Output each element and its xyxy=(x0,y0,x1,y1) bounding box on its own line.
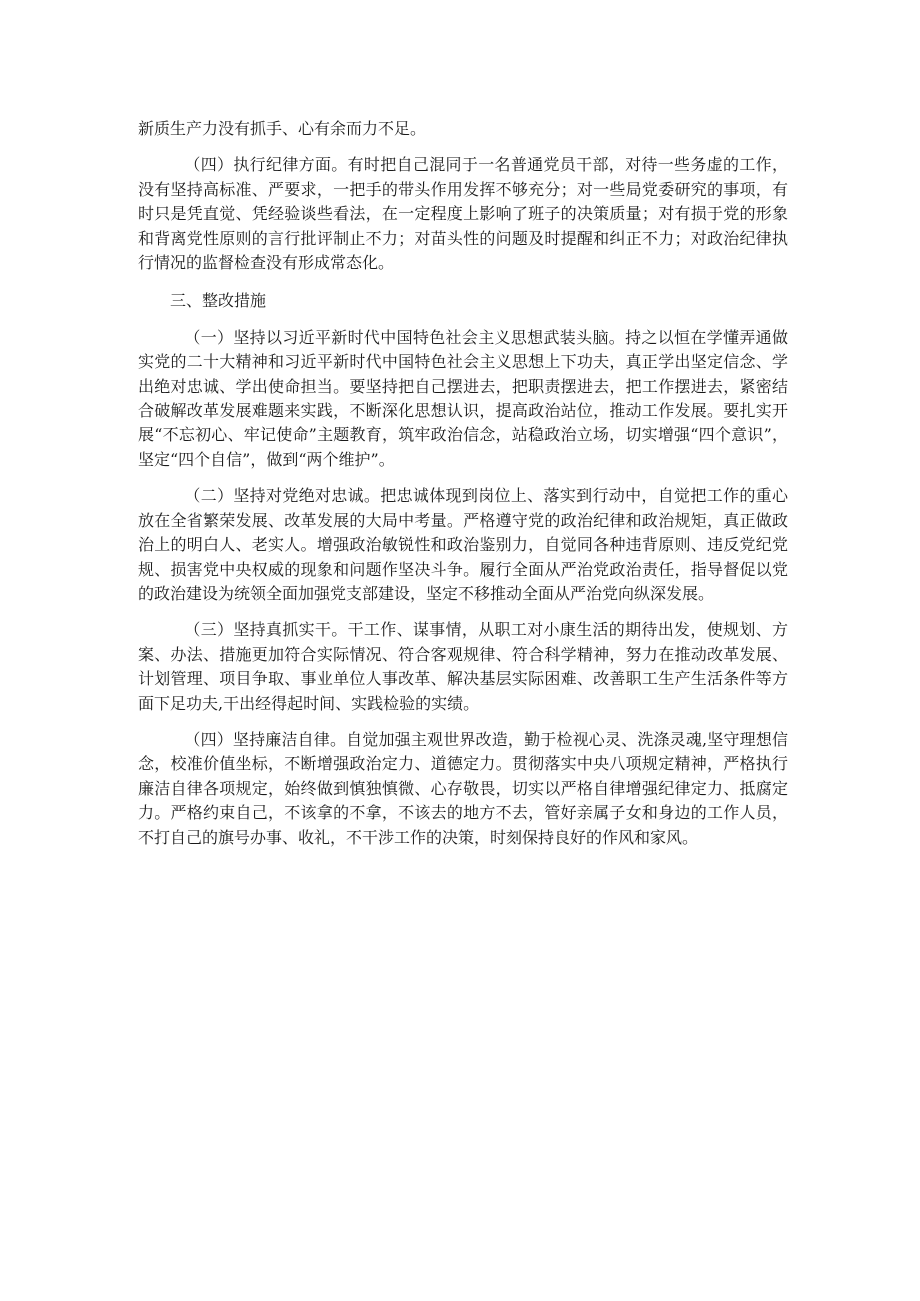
continuation-paragraph: 新质生产力没有抓手、心有余而力不足。 xyxy=(138,119,427,138)
measure-paragraph-4: （四）坚持廉洁自律。自觉加强主观世界改造，勤于检视心灵、洗涤灵魂,坚守理想信念，校准价值坐标，不断增强政治定力、道德定力。贯彻落实中央八项规定精神，严格执行廉洁自律各项规定，始终做到慎独慎微、心存敬畏，切实以严格自律增强纪律定力、抵腐定力。严格约束自己，不该拿的不拿，不该去的地方不去，管好亲属子女和身边的工作人员，不打自己的旗号办事、收礼，不干涉工作的决策，时刻保持良好的作风和家风。 xyxy=(138,729,788,847)
measure-paragraph-2: （二）坚持对党绝对忠诚。把忠诚体现到岗位上、落实到行动中，自觉把工作的重心放在全省繁荣发展、改革发展的大局中考量。严格遵守党的政治纪律和政治规矩，真正做政治上的明白人、老实人。增强政治敏锐性和政治鉴别力，自觉同各种违背原则、违反党纪党规、损害党中央权威的现象和问题作坚决斗争。履行全面从严治党政治责任，指导督促以党的政治建设为统领全面加强党支部建设，坚定不移推动全面从严治党向纵深发展。 xyxy=(138,486,788,603)
measure-paragraph-3: （三）坚持真抓实干。干工作、谋事情，从职工对小康生活的期待出发，使规划、方案、办法、措施更加符合实际情况、符合客观规律、符合科学精神，努力在推动改革发展、计划管理、项目争取、事业单位人事改革、解决基层实际困难、改善职工生产生活条件等方面下足功夫,干出经得起时间、实践检验的实绩。 xyxy=(138,620,788,713)
discipline-problem-paragraph: （四）执行纪律方面。有时把自己混同于一名普通党员干部，对待一些务虚的工作，没有坚持高标准、严要求，一把手的带头作用发挥不够充分；对一些局党委研究的事项，有时只是凭直觉、凭经验谈些看法，在一定程度上影响了班子的决策质量；对有损于党的形象和背离党性原则的言行批评制止不力；对苗头性的问题及时提醒和纠正不力；对政治纪律执行情况的监督检查没有形成常态化。 xyxy=(138,155,788,273)
document-body xyxy=(138,117,788,850)
measure-paragraph-1: （一）坚持以习近平新时代中国特色社会主义思想武装头脑。持之以恒在学懂弄通做实党的二十大精神和习近平新时代中国特色社会主义思想上下功夫，真正学出坚定信念、学出绝对忠诚、学出使命担当。要坚持把自己摆进去，把职责摆进去，把工作摆进去，紧密结合破解改革发展难题来实践，不断深化思想认识，提高政治站位，推动工作发展。要扎实开展“不忘初心、牢记使命”主题教育，筑牢政治信念，站稳政治立场，切实增强“四个意识”，坚定“四个自信”，做到“两个维护”。 xyxy=(138,327,788,469)
section-heading-rectification: 三、整改措施 xyxy=(170,291,267,311)
